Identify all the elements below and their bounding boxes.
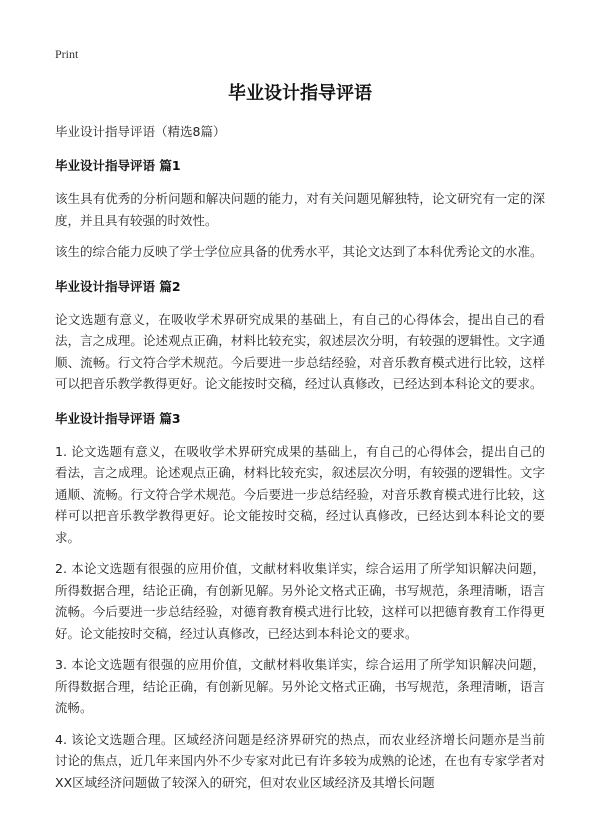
section-1-paragraph-2: 该生的综合能力反映了学士学位应具备的优秀水平，其论文达到了本科优秀论文的水准。 (55, 244, 543, 259)
section-3-paragraph-4: 4. 该论文选题合理。区域经济问题是经济界研究的热点，而农业经济增长问题亦是当前讨论的焦点，近几年来国内外不少专家对此已有许多较为成熟的论述，在也有专家学者对XX区域经济问题做了较深入的研究，但对农业区域经济及其增长问题 (55, 731, 545, 790)
section-2-paragraph-1: 论文选题有意义，在吸收学术界研究成果的基础上，有自己的心得体会，提出自己的看法，言之成理。论述观点正确，材料比较充实，叙述层次分明，有较强的逻辑性。文字通顺、流畅。行文符合学术规范。今后要进一步总结经验，对音乐教育模式进行比较，这样可以把音乐教学教得更好。论文能按时交稿，经过认真修改，已经达到本科论文的要求。 (55, 311, 545, 391)
section-3-paragraph-2: 2. 本论文选题有很强的应用价值，文献材料收集详实，综合运用了所学知识解决问题，所得数据合理，结论正确，有创新见解。另外论文格式正确，书写规范，条理清晰，语言流畅。今后要进一步总结经验，对德育教育模式进行比较，这样可以把德育教育工作得更好。论文能按时交稿，经过认真修改，已经达到本科论文的要求。 (55, 561, 545, 641)
section-heading-2: 毕业设计指导评语 篇2 (55, 278, 181, 294)
print-link[interactable]: Print (55, 47, 79, 61)
section-1-paragraph-1: 该生具有优秀的分析问题和解决问题的能力，对有关问题见解独特，论文研究有一定的深度，并且具有较强的时效性。 (55, 191, 545, 228)
section-3-paragraph-3: 3. 本论文选题有很强的应用价值，文献材料收集详实，综合运用了所学知识解决问题，所得数据合理，结论正确，有创新见解。另外论文格式正确，书写规范，条理清晰，语言流畅。 (55, 657, 545, 715)
document-subtitle: 毕业设计指导评语（精选8篇） (55, 124, 226, 139)
page-title: 毕业设计指导评语 (228, 83, 372, 104)
section-3-paragraph-1: 1. 论文选题有意义，在吸收学术界研究成果的基础上，有自己的心得体会，提出自己的看法，言之成理。论述观点正确，材料比较充实，叙述层次分明，有较强的逻辑性。文字通顺、流畅。行文符合学术规范。今后要进一步总结经验，对音乐教育模式进行比较，这样可以把音乐教学教得更好。论文能按时交稿，经过认真修改，已经达到本科论文的要求。 (55, 443, 545, 545)
section-heading-1: 毕业设计指导评语 篇1 (55, 158, 181, 173)
section-heading-3: 毕业设计指导评语 篇3 (55, 410, 181, 426)
